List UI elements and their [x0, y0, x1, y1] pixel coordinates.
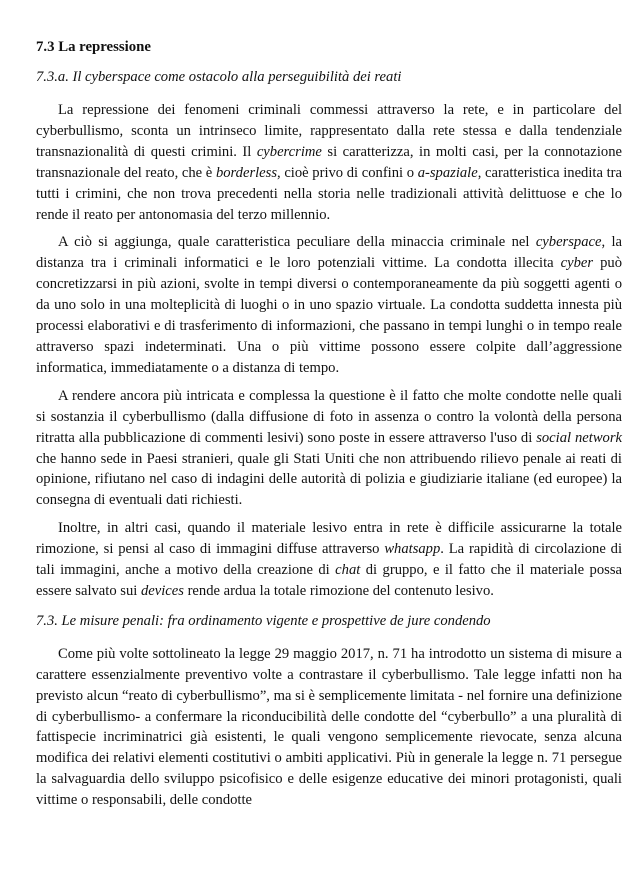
body-paragraph — [36, 232, 622, 378]
italic-term: whatsapp — [384, 541, 441, 558]
paragraphs-penal-measures — [36, 644, 622, 811]
italic-term: chat — [335, 562, 361, 579]
paragraph-text: può concretizzarsi in più azioni, svolte in tempi diversi o contemporaneamente da più soggetti agenti o da uno solo in una molteplicità di luoghi o in uno spazio virtuale. La condotta suddetta innesta più processi elaborativi e di trasferimento di informazioni, che passano in tempi lunghi o in tempo reale attraverso spazi indeterminati. Una o più vittime possono essere colpite dall’aggressione informatica, immediatamente o a distanza di tempo. — [36, 255, 622, 376]
body-paragraph — [36, 386, 622, 511]
paragraph-text: A ciò si aggiunga, quale caratteristica peculiare della minaccia criminale nel — [58, 234, 536, 251]
section-heading: 7.3 La repressione — [36, 39, 151, 55]
italic-term: devices — [140, 582, 184, 599]
italic-term: social network — [536, 429, 623, 446]
subsection-heading-cyberspace: 7.3.a. Il cyberspace come ostacolo alla perseguibilità dei reati — [36, 69, 402, 85]
paragraph-text: , la distanza tra i criminali informatici e le loro potenziali vittime. La condotta illecita — [36, 234, 622, 272]
paragraph-text: Come più volte sottolineato la legge 29 maggio 2017, n. 71 ha introdotto un sistema di misure a carattere essenzialmente preventivo volte a contrastare il cyberbullismo. Tale legge infatti non ha previsto alcun “reato di cyberbullismo”, ma si è semplicemente limitata - nel fornire una definizione di cyberbullismo- a confermare la riconducibilità delle condotte del “cyberbullo” a una pluralità di fattispecie incriminatrici già esistenti, le quali vengono semplicemente rievocate, senza alcuna modifica dei relativi elementi costitutivi o ambiti applicativi. Più in generale la legge n. 71 persegue la salvaguardia dello sviluppo psicofisico e delle esigenze educative dei minori protagonisti, quali vittime o responsabili, delle condotte — [36, 645, 622, 809]
italic-term: cybercrime — [256, 143, 322, 160]
document-page — [36, 30, 622, 811]
paragraphs-cyberspace — [36, 100, 622, 602]
paragraph-text: , cioè privo di confini o — [277, 164, 418, 181]
paragraph-text: Inoltre, in altri casi, quando il materiale lesivo entra in rete è difficile assicurarne la totale rimozione, si pensi al caso di immagini diffuse attraverso — [36, 520, 622, 558]
paragraph-text: , caratteristica inedita tra tutti i crimini, che non trova precedenti nella storia nelle tradizionali attività delittuose e che lo rende il reato per antonomasia del terzo millennio. — [36, 164, 622, 223]
italic-term: cyberspace — [535, 234, 602, 251]
paragraph-text: A rendere ancora più intricata e complessa la questione è il fatto che molte condotte nelle quali si sostanzia il cyberbullismo (dalla diffusione di foto in assenza o contro la volontà della persona ritratta alla pubblicazione di commenti lesivi) sono poste in essere attraverso l'uso di — [36, 387, 622, 446]
paragraph-text: rende ardua la totale rimozione del contenuto lesivo. — [183, 582, 494, 599]
body-paragraph — [36, 100, 622, 225]
italic-term: cyber — [560, 255, 594, 272]
paragraph-text: La repressione dei fenomeni criminali commessi attraverso la rete, e in particolare del cyberbullismo, sconta un intrinseco limite, rappresentato dalla rete stessa e dalla tendenziale transnazionalità di questi crimini. Il — [36, 102, 622, 160]
paragraph-text: che hanno sede in Paesi stranieri, quale gli Stati Uniti che non attribuendo rilievo penale ai reati di opinione, rifiutano nel caso di indagini delle autorità di polizia e giudiziarie italiane (ed europee) la consegna di eventuali dati richiesti. — [36, 450, 622, 509]
italic-term: a-spaziale — [417, 164, 478, 181]
italic-term: borderless — [215, 164, 278, 181]
paragraph-text: si caratterizza, in molti casi, per la connotazione transnazionale del reato, che è — [36, 143, 622, 181]
body-paragraph — [36, 518, 622, 602]
subsection-heading-penal-measures: 7.3. Le misure penali: fra ordinamento vigente e prospettive de jure condendo — [36, 612, 491, 629]
paragraph-text: . La rapidità di circolazione di tali immagini, anche a motivo della creazione di — [36, 541, 622, 579]
paragraph-text: di gruppo, e il fatto che il materiale possa essere salvato sui — [36, 562, 622, 599]
body-paragraph — [36, 644, 622, 811]
